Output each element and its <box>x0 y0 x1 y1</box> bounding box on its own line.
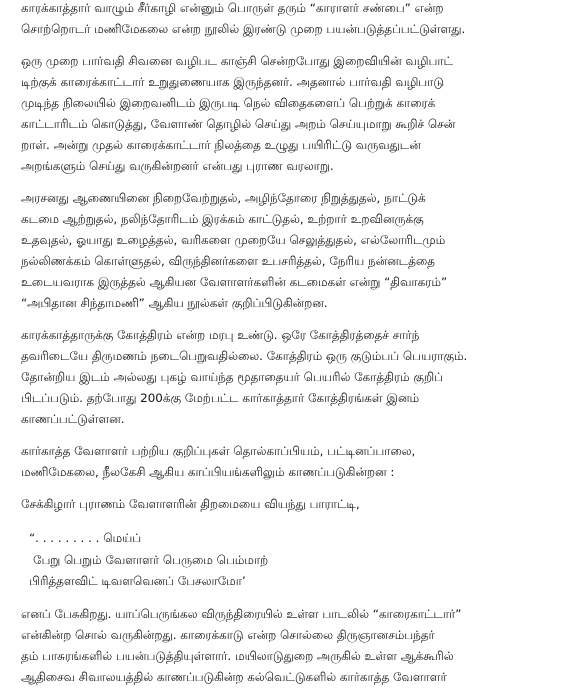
text-line: சேக்கிழார் புராணம் வேளாளரின் திறமையை வியந்து பாராட்டி, <box>21 497 360 511</box>
text-line: அரசனது ஆணையினை நிறைவேற்றுதல், அழிந்தோரை நிறுத்துதல், நாட்டுக் <box>21 191 426 205</box>
text-line: தம் பாசுரங்களில் பயன்படுத்தியுள்ளார். மயிலாடுதுறை அருகில் உள்ள ஆக்கூரில் <box>21 648 454 663</box>
text-line: காரக்காத்தார் வாழும் சீர்காழி என்னும் பொருள் தரும் “காராளர் சண்பை” என்ற <box>21 1 444 15</box>
text-line: ஒரு முறை பார்வதி சிவனை வழிபட காஞ்சி சென்றபோது இறைவியின் வழிபாட் <box>21 54 453 68</box>
text-line: மணிமேகலை, நீலகேசி ஆகிய காப்பியங்களிலும் காணப்படுகின்றன : <box>21 465 395 479</box>
text-line: காரக்காத்தாருக்கு கோத்திரம் என்ற மரபு உண்டு. ஒரே கோத்திரத்தைச் சார்ந் <box>21 328 420 342</box>
text-line: காட்டாரிடம் கொடுத்து, வேளாண் தொழில் செய்து அறம் செய்யுமாறு கூறிச் சென் <box>21 117 456 131</box>
poem-line: “. . . . . . . . . மெய்ப் <box>29 531 142 545</box>
text-line: கார்காத்த வேளாளர் பற்றிய குறிப்புகள் தொல்காப்பியம், பட்டினப்பாலை, <box>21 444 416 458</box>
text-line: உடையவராக இருத்தல் ஆகியன வேளாளர்களின் கடமைகள் என்று “திவாகரம்” <box>21 275 448 289</box>
poem-line: பிரித்தளவிட் டிவளவெனப் பேசலாமோ’ <box>29 574 246 589</box>
text-line: உதவுதல், ஓயாது உழைத்தல், வரிகளை முறையே செலுத்துதல், எல்லோரிடமும் <box>21 233 446 247</box>
text-line: எனப் பேசுகிறது. யாப்பெருங்கல விருந்திரையில் உள்ள பாடலில் “காரைகாட்டார்” <box>21 606 462 621</box>
paragraph-gotra <box>21 325 557 430</box>
text-line: தவரிடையே திருமணம் நடைபெறுவதில்லை. கோத்திரம் ஒரு குடும்பப் பெயராகும். <box>21 349 468 363</box>
text-line: “அபிதான சிந்தாமணி” ஆகிய நூல்கள் குறிப்பிடுகின்றன. <box>21 296 328 310</box>
paragraph-sanbai <box>21 0 557 40</box>
poem-quote <box>21 528 557 593</box>
text-line: டிற்குக் காரைக்காட்டார் உறுதுணையாக இருந்தனர். அதனால் பார்வதி வழிபாடு <box>21 75 444 89</box>
text-line: சொற்றொடர் மணிமேகலை என்ற நூலில் இரண்டு முறை பயன்படுத்தப்பட்டுள்ளது. <box>21 22 466 36</box>
paragraph-closing <box>21 604 557 688</box>
paragraph-parvathi-legend <box>21 51 557 177</box>
poem-line: பேறு பெறும் வேளாளர் பெருமை பெம்மாற் <box>33 552 269 567</box>
text-line: பிடப்படும். தற்போது 200க்கு மேற்பட்ட கார்காத்தார் கோத்திரங்கள் இனம் <box>21 391 420 405</box>
text-line: றாள். அன்று முதல் காரைக்காட்டார் நிலத்தை உழுது பயிரிட்டு வருவதுடன் <box>21 138 421 152</box>
text-line: ஆதிசைவ சிவாலயத்தில் காணப்படுகின்ற கல்வெட்டுகளில் கார்காத்த வேளாளர் <box>21 669 447 684</box>
text-line: கடமை ஆற்றுதல், நலிந்தோரிடம் இரக்கம் காட்டுதல், உற்றார் உறவினருக்கு <box>21 212 424 226</box>
text-line: முடிந்த நிலையில் இறைவனிடம் இருபடி நெல் விதைகளைப் பெற்றுக் காரைக் <box>21 96 436 110</box>
paragraph-literature <box>21 441 557 483</box>
paragraph-duties <box>21 188 557 314</box>
text-line: நல்லிணக்கம் கொள்ளுதல், விருந்தினர்களை உபசரித்தல், நேரிய நன்னடத்தை <box>21 254 435 268</box>
text-line: தோன்றிய இடம் அல்லது புகழ் வாய்ந்த மூதாதையர் பெயரில் கோத்திரம் குறிப் <box>21 370 443 384</box>
text-line: காணப்பட்டுள்ளன. <box>21 412 125 426</box>
text-line: என்கின்ற சொல் வருகின்றது. காரைக்காடு என்ற சொல்லை திருஞானசம்பந்தர் <box>21 627 435 642</box>
text-line: அறங்களும் செய்து வருகின்றனர் என்பது புராண வரலாறு. <box>21 159 334 173</box>
document-body <box>21 0 557 699</box>
paragraph-sekkizhar <box>21 494 557 515</box>
